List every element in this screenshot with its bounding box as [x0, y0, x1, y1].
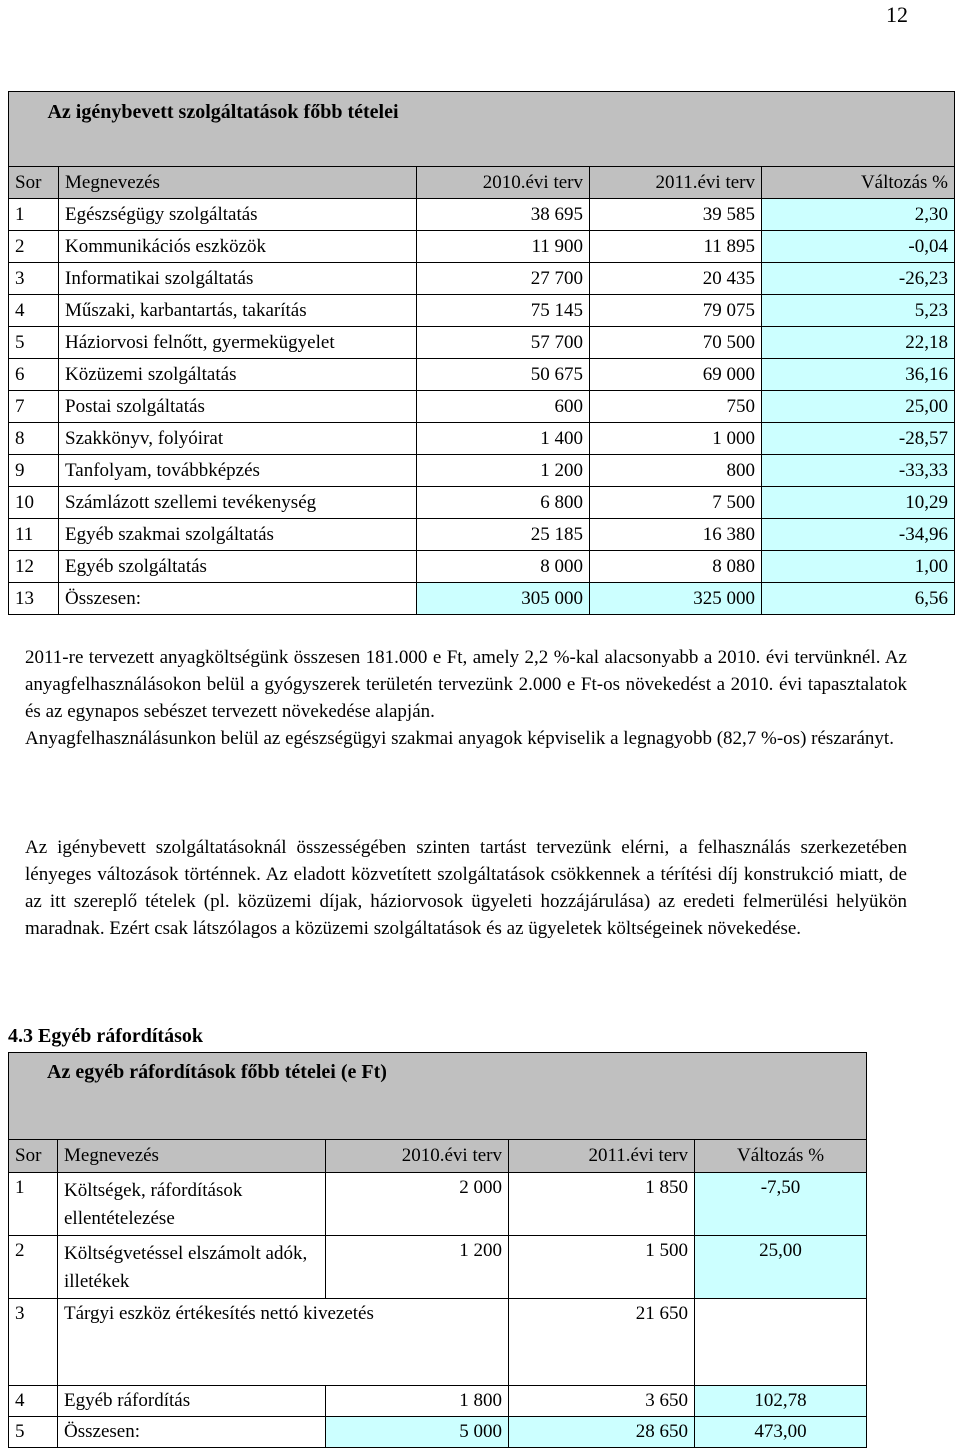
cell-2011: 800: [590, 455, 762, 487]
cell-megnevezes: Tárgyi eszköz értékesítés nettó kivezetés: [58, 1299, 509, 1386]
table-header-row: [9, 1140, 867, 1173]
cell-2010: 6 800: [417, 487, 590, 519]
cell-2010: 1 200: [417, 455, 590, 487]
cell-sor: 1: [9, 199, 59, 231]
cell-2010: 600: [417, 391, 590, 423]
cell-megnevezes: Postai szolgáltatás: [59, 391, 417, 423]
paragraph-text: Az igénybevett szolgáltatásoknál összességében szinten tartást tervezünk elérni, a felhasználás szerkezetében lényeges változások történnek. Az eladott közvetített szolgáltatások csökkennek a térítési díj konstrukció miatt, de az itt szereplő tételek (pl. közüzemi díjak, háziorvosok ügyeleti hozzájárulása) az eredeti felmerülési helyükön maradnak. Ezért csak látszólagos a közüzemi szolgáltatások és az ügyeletek költségeinek növekedése.: [25, 837, 907, 939]
table-row: [9, 263, 955, 295]
cell-2011: 70 500: [590, 327, 762, 359]
cell-sor: 4: [9, 1386, 58, 1417]
cell-2011: 28 650: [509, 1417, 695, 1448]
cell-sor: 2: [9, 1236, 58, 1299]
cell-sor: 11: [9, 519, 59, 551]
table-row: [9, 1236, 867, 1299]
table-row: [9, 359, 955, 391]
table-row: [9, 455, 955, 487]
header-sor: Sor: [9, 1140, 58, 1173]
cell-valtozas: 102,78: [695, 1386, 867, 1417]
cell-2011: 20 435: [590, 263, 762, 295]
cell-2010: 57 700: [417, 327, 590, 359]
table-row: [9, 487, 955, 519]
cell-2011: 1 850: [509, 1173, 695, 1236]
services-paragraph: [25, 834, 907, 942]
cell-sor: 7: [9, 391, 59, 423]
cell-sor: 8: [9, 423, 59, 455]
cell-megnevezes: Szakkönyv, folyóirat: [59, 423, 417, 455]
cell-sor: 4: [9, 295, 59, 327]
cell-2010: 5 000: [326, 1417, 509, 1448]
cell-megnevezes: Informatikai szolgáltatás: [59, 263, 417, 295]
cell-valtozas: -34,96: [762, 519, 955, 551]
cell-2011: 750: [590, 391, 762, 423]
cell-valtozas: 2,30: [762, 199, 955, 231]
cell-2011: 3 650: [509, 1386, 695, 1417]
cell-2011: 16 380: [590, 519, 762, 551]
paragraph-text: 2011-re tervezett anyagköltségünk összesen 181.000 e Ft, amely 2,2 %-kal alacsonyabb a 2010. évi tervünknél. Az anyagfelhasználásokon belül a gyógyszerek területén tervezünk 2.000 e Ft-os növekedést a 2010. évi tapasztalatok és az egynapos sebészet tervezett növekedése alapján.: [25, 647, 907, 722]
cell-megnevezes: Egyéb szolgáltatás: [59, 551, 417, 583]
cell-valtozas: 36,16: [762, 359, 955, 391]
cell-2010: 38 695: [417, 199, 590, 231]
cell-valtozas: [695, 1299, 867, 1386]
cell-megnevezes: Egyéb szakmai szolgáltatás: [59, 519, 417, 551]
cell-sor: 10: [9, 487, 59, 519]
cell-2010: 305 000: [417, 583, 590, 615]
paragraph-text: Anyagfelhasználásunkon belül az egészségügyi szakmai anyagok képviselik a legnagyobb (82,7 %-os) részarányt.: [25, 728, 894, 749]
header-2010: 2010.évi terv: [417, 167, 590, 199]
cell-megnevezes: Műszaki, karbantartás, takarítás: [59, 295, 417, 327]
table-row: [9, 391, 955, 423]
section-title: 4.3 Egyéb ráfordítások: [8, 1025, 203, 1047]
table-header-row: [9, 167, 955, 199]
cell-2011: 11 895: [590, 231, 762, 263]
cell-megnevezes: Költségvetéssel elszámolt adók, illetékek: [58, 1236, 326, 1299]
cell-sor: 12: [9, 551, 59, 583]
cell-2010: 75 145: [417, 295, 590, 327]
cell-2011: 79 075: [590, 295, 762, 327]
cell-megnevezes: Közüzemi szolgáltatás: [59, 359, 417, 391]
cell-valtozas: 473,00: [695, 1417, 867, 1448]
services-table: [8, 91, 955, 615]
cell-2011: 7 500: [590, 487, 762, 519]
material-cost-paragraph: [25, 644, 907, 752]
services-table-title: Az igénybevett szolgáltatások főbb tételei: [9, 92, 955, 167]
cell-sor: 2: [9, 231, 59, 263]
cell-megnevezes: Háziorvosi felnőtt, gyermekügyelet: [59, 327, 417, 359]
header-valtozas: Változás %: [695, 1140, 867, 1173]
cell-valtozas: -33,33: [762, 455, 955, 487]
cell-megnevezes: Költségek, ráfordítások ellentételezése: [58, 1173, 326, 1236]
table-row: [9, 423, 955, 455]
cell-sor: 3: [9, 1299, 58, 1386]
page-number: 12: [886, 2, 908, 27]
cell-2010: 2 000: [326, 1173, 509, 1236]
header-megnevezes: Megnevezés: [58, 1140, 326, 1173]
other-expenses-table-title: Az egyéb ráfordítások főbb tételei (e Ft): [9, 1053, 867, 1140]
header-2011: 2011.évi terv: [590, 167, 762, 199]
table-row: [9, 295, 955, 327]
cell-2011: 325 000: [590, 583, 762, 615]
table-total-row: [9, 583, 955, 615]
table-row: [9, 519, 955, 551]
cell-2011: 8 080: [590, 551, 762, 583]
cell-2010: 1 400: [417, 423, 590, 455]
table-row: [9, 1386, 867, 1417]
cell-sor: 3: [9, 263, 59, 295]
table-row: [9, 231, 955, 263]
header-2010: 2010.évi terv: [326, 1140, 509, 1173]
other-expenses-table: [8, 1052, 867, 1448]
cell-2010: 11 900: [417, 231, 590, 263]
cell-2010: 1 800: [326, 1386, 509, 1417]
header-sor: Sor: [9, 167, 59, 199]
cell-2010: 1 200: [326, 1236, 509, 1299]
cell-valtozas: -0,04: [762, 231, 955, 263]
table-row: [9, 199, 955, 231]
cell-sor: 6: [9, 359, 59, 391]
cell-megnevezes: Tanfolyam, továbbképzés: [59, 455, 417, 487]
header-valtozas: Változás %: [762, 167, 955, 199]
cell-megnevezes: Összesen:: [59, 583, 417, 615]
cell-2011: 1 500: [509, 1236, 695, 1299]
cell-valtozas: 5,23: [762, 295, 955, 327]
cell-megnevezes: Kommunikációs eszközök: [59, 231, 417, 263]
cell-2010: 50 675: [417, 359, 590, 391]
cell-valtozas: 6,56: [762, 583, 955, 615]
cell-2010: 25 185: [417, 519, 590, 551]
cell-2010: 8 000: [417, 551, 590, 583]
cell-valtozas: -7,50: [695, 1173, 867, 1236]
header-2011: 2011.évi terv: [509, 1140, 695, 1173]
table-row: [9, 1299, 867, 1386]
cell-sor: 5: [9, 327, 59, 359]
table-row: [9, 551, 955, 583]
cell-2011: 39 585: [590, 199, 762, 231]
cell-valtozas: 10,29: [762, 487, 955, 519]
cell-megnevezes: Számlázott szellemi tevékenység: [59, 487, 417, 519]
table-row: [9, 327, 955, 359]
cell-valtozas: 22,18: [762, 327, 955, 359]
cell-megnevezes: Egyéb ráfordítás: [58, 1386, 326, 1417]
cell-valtozas: 25,00: [762, 391, 955, 423]
cell-sor: 1: [9, 1173, 58, 1236]
cell-megnevezes: Egészségügy szolgáltatás: [59, 199, 417, 231]
cell-valtozas: -28,57: [762, 423, 955, 455]
cell-2011: 69 000: [590, 359, 762, 391]
cell-2011: 1 000: [590, 423, 762, 455]
cell-sor: 13: [9, 583, 59, 615]
cell-2010: 27 700: [417, 263, 590, 295]
cell-valtozas: 25,00: [695, 1236, 867, 1299]
table-total-row: [9, 1417, 867, 1448]
cell-sor: 5: [9, 1417, 58, 1448]
table-row: [9, 1173, 867, 1236]
cell-megnevezes: Összesen:: [58, 1417, 326, 1448]
header-megnevezes: Megnevezés: [59, 167, 417, 199]
cell-2011: 21 650: [509, 1299, 695, 1386]
cell-valtozas: 1,00: [762, 551, 955, 583]
cell-sor: 9: [9, 455, 59, 487]
cell-valtozas: -26,23: [762, 263, 955, 295]
